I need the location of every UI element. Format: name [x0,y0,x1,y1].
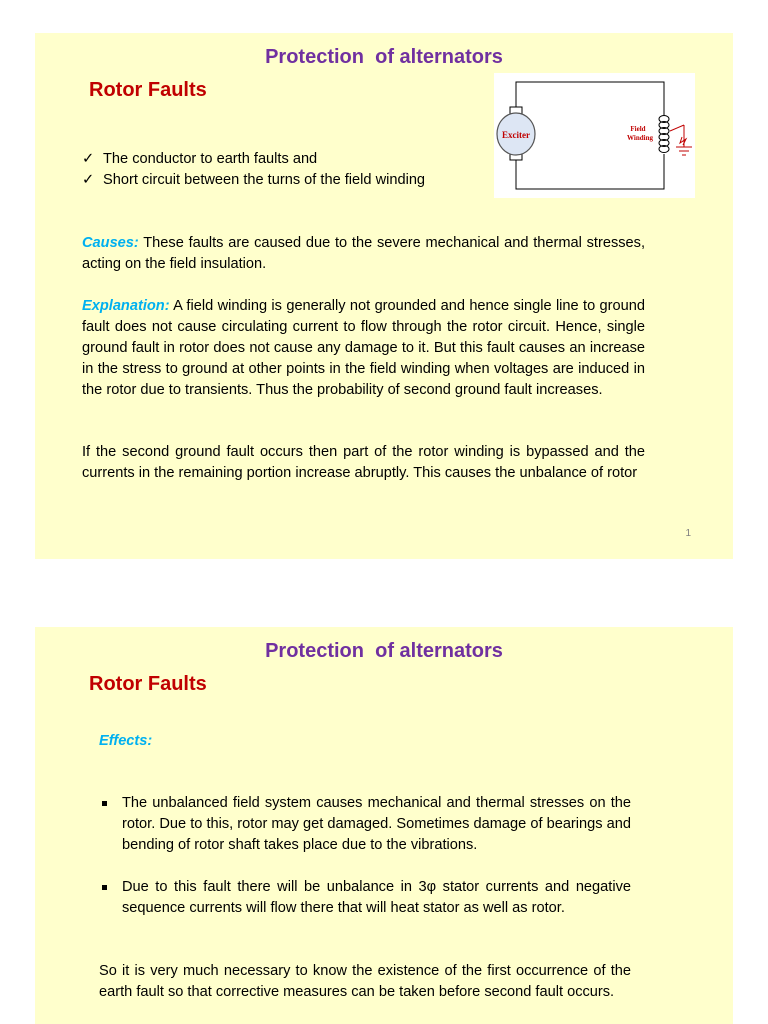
explanation-label: Explanation: [82,298,170,314]
check-item: ✓ The conductor to earth faults and [82,149,425,170]
check-list [82,149,425,191]
page-number: 1 [685,528,691,539]
ground-icon [670,125,692,155]
exciter-label: Exciter [502,130,530,140]
effects-label: Effects: [99,733,153,749]
slide-2 [35,627,733,1024]
second-fault-paragraph: If the second ground fault occurs then part of the rotor winding is bypassed and the currents in the remaining portion increase abruptly. This causes the unbalance of rotor [82,444,645,481]
slide-subtitle: Rotor Faults [89,79,207,101]
winding-label: Winding [627,134,653,142]
slide-1 [35,33,733,559]
causes-label: Causes: [82,235,139,251]
bullet-icon [102,801,107,806]
list-item: Due to this fault there will be unbalance in 3φ stator currents and negative sequence currents will flow there that will heat stator as well as rotor. [99,877,631,919]
causes-paragraph: Causes: These faults are caused due to the severe mechanical and thermal stresses, acting on the field insulation. [82,235,645,272]
field-winding-coil [659,116,669,153]
checkmark-icon: ✓ [82,151,95,167]
checkmark-icon: ✓ [82,172,95,188]
slide-title: Protection of alternators [265,640,503,662]
explanation-paragraph: Explanation: A field winding is generally not grounded and hence single line to ground fault does not cause circulating current to flow through the rotor circuit. Hence, single ground fault in rotor does not cause any damage to it. But this fault causes an increase in the stress to ground at other points in the field winding when voltages are induced in the rotor due to transients. Thus the probability of second ground fault increases. [82,298,645,398]
bullet-icon [102,885,107,890]
slide-subtitle: Rotor Faults [89,673,207,695]
rotor-circuit-diagram [494,73,695,198]
slide-title: Protection of alternators [265,46,503,68]
effects-list [99,793,631,940]
closing-paragraph: So it is very much necessary to know the existence of the first occurrence of the earth fault so that corrective measures can be taken before second fault occurs. [99,963,631,1000]
check-item: ✓ Short circuit between the turns of the field winding [82,170,425,191]
list-item: The unbalanced field system causes mechanical and thermal stresses on the rotor. Due to this, rotor may get damaged. Sometimes damage of bearings and bending of rotor shaft takes place due to the vibrations. [99,793,631,856]
field-label: Field [630,125,646,133]
